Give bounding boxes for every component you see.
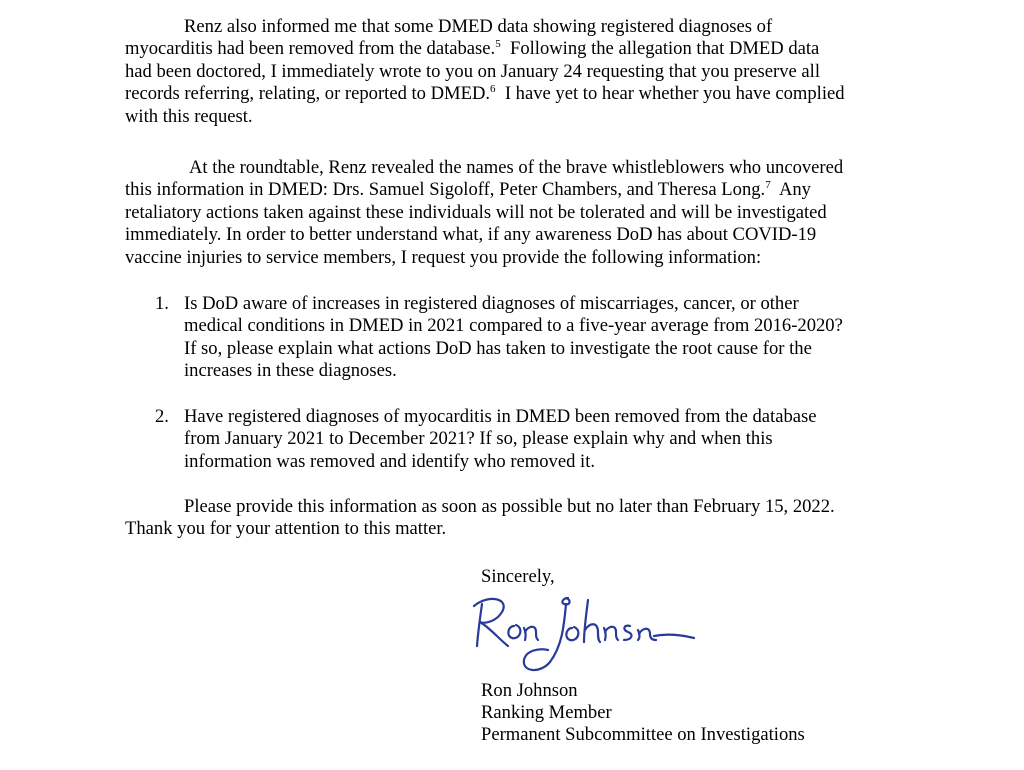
paragraph-text: Following the allegation that DMED data xyxy=(500,38,820,60)
paragraph-line: retaliatory actions taken against these individuals will not be tolerated and will be investigated xyxy=(125,201,827,223)
paragraph-whistleblowers xyxy=(125,157,905,269)
paragraph-line: had been doctored, I immediately wrote to you on January 24 requesting that you preserve all xyxy=(125,60,820,82)
paragraph-line xyxy=(125,179,905,201)
paragraph-text: this information in DMED: Drs. Samuel Sigoloff, Peter Chambers, and Theresa Long. xyxy=(125,179,766,201)
list-item xyxy=(155,293,915,383)
paragraph-line: Thank you for your attention to this matter. xyxy=(125,518,447,540)
footnote-marker: 5 xyxy=(495,38,501,51)
list-number: 2. xyxy=(155,406,169,427)
footnote-marker: 6 xyxy=(490,83,496,96)
list-item xyxy=(155,406,915,474)
list-line: If so, please explain what actions DoD has taken to investigate the root cause for the xyxy=(184,337,812,359)
paragraph-line: Please provide this information as soon as possible but no later than February 15, 2022. xyxy=(184,496,835,517)
paragraph-text: records referring, relating, or reported to DMED. xyxy=(125,83,491,105)
paragraph-dmed-removal xyxy=(125,16,905,128)
handwritten-signature xyxy=(468,590,698,680)
list-number: 1. xyxy=(155,293,169,314)
paragraph-line: Renz also informed me that some DMED data showing registered diagnoses of xyxy=(184,16,773,37)
list-item-text xyxy=(184,406,817,473)
list-line: information was removed and identify who removed it. xyxy=(184,450,596,472)
list-line: from January 2021 to December 2021? If so, please explain why and when this xyxy=(184,428,773,450)
list-line: increases in these diagnoses. xyxy=(184,360,397,382)
footnote-marker: 7 xyxy=(765,179,771,192)
paragraph-text: Any xyxy=(770,179,811,201)
signer-name: Ron Johnson xyxy=(481,680,578,701)
paragraph-line: vaccine injuries to service members, I request you provide the following information: xyxy=(125,246,762,268)
paragraph-text: myocarditis had been removed from the database. xyxy=(125,38,496,60)
list-line: Have registered diagnoses of myocarditis in DMED been removed from the database xyxy=(184,406,817,427)
list-line: Is DoD aware of increases in registered diagnoses of miscarriages, cancer, or other xyxy=(184,293,799,314)
list-item-text xyxy=(184,293,843,383)
paragraph-closing xyxy=(125,496,905,541)
paragraph-line xyxy=(125,83,905,105)
paragraph-line: with this request. xyxy=(125,105,253,127)
paragraph-line: At the roundtable, Renz revealed the names of the brave whistleblowers who uncovered xyxy=(189,157,844,178)
signer-title: Ranking Member xyxy=(481,702,612,723)
paragraph-line: immediately. In order to better understand what, if any awareness DoD has about COVID-19 xyxy=(125,224,817,246)
paragraph-line xyxy=(125,38,905,60)
signer-committee: Permanent Subcommittee on Investigations xyxy=(481,724,805,745)
list-line: medical conditions in DMED in 2021 compared to a five-year average from 2016-2020? xyxy=(184,315,843,337)
paragraph-text: I have yet to hear whether you have complied xyxy=(495,83,845,105)
salutation: Sincerely, xyxy=(481,566,555,587)
